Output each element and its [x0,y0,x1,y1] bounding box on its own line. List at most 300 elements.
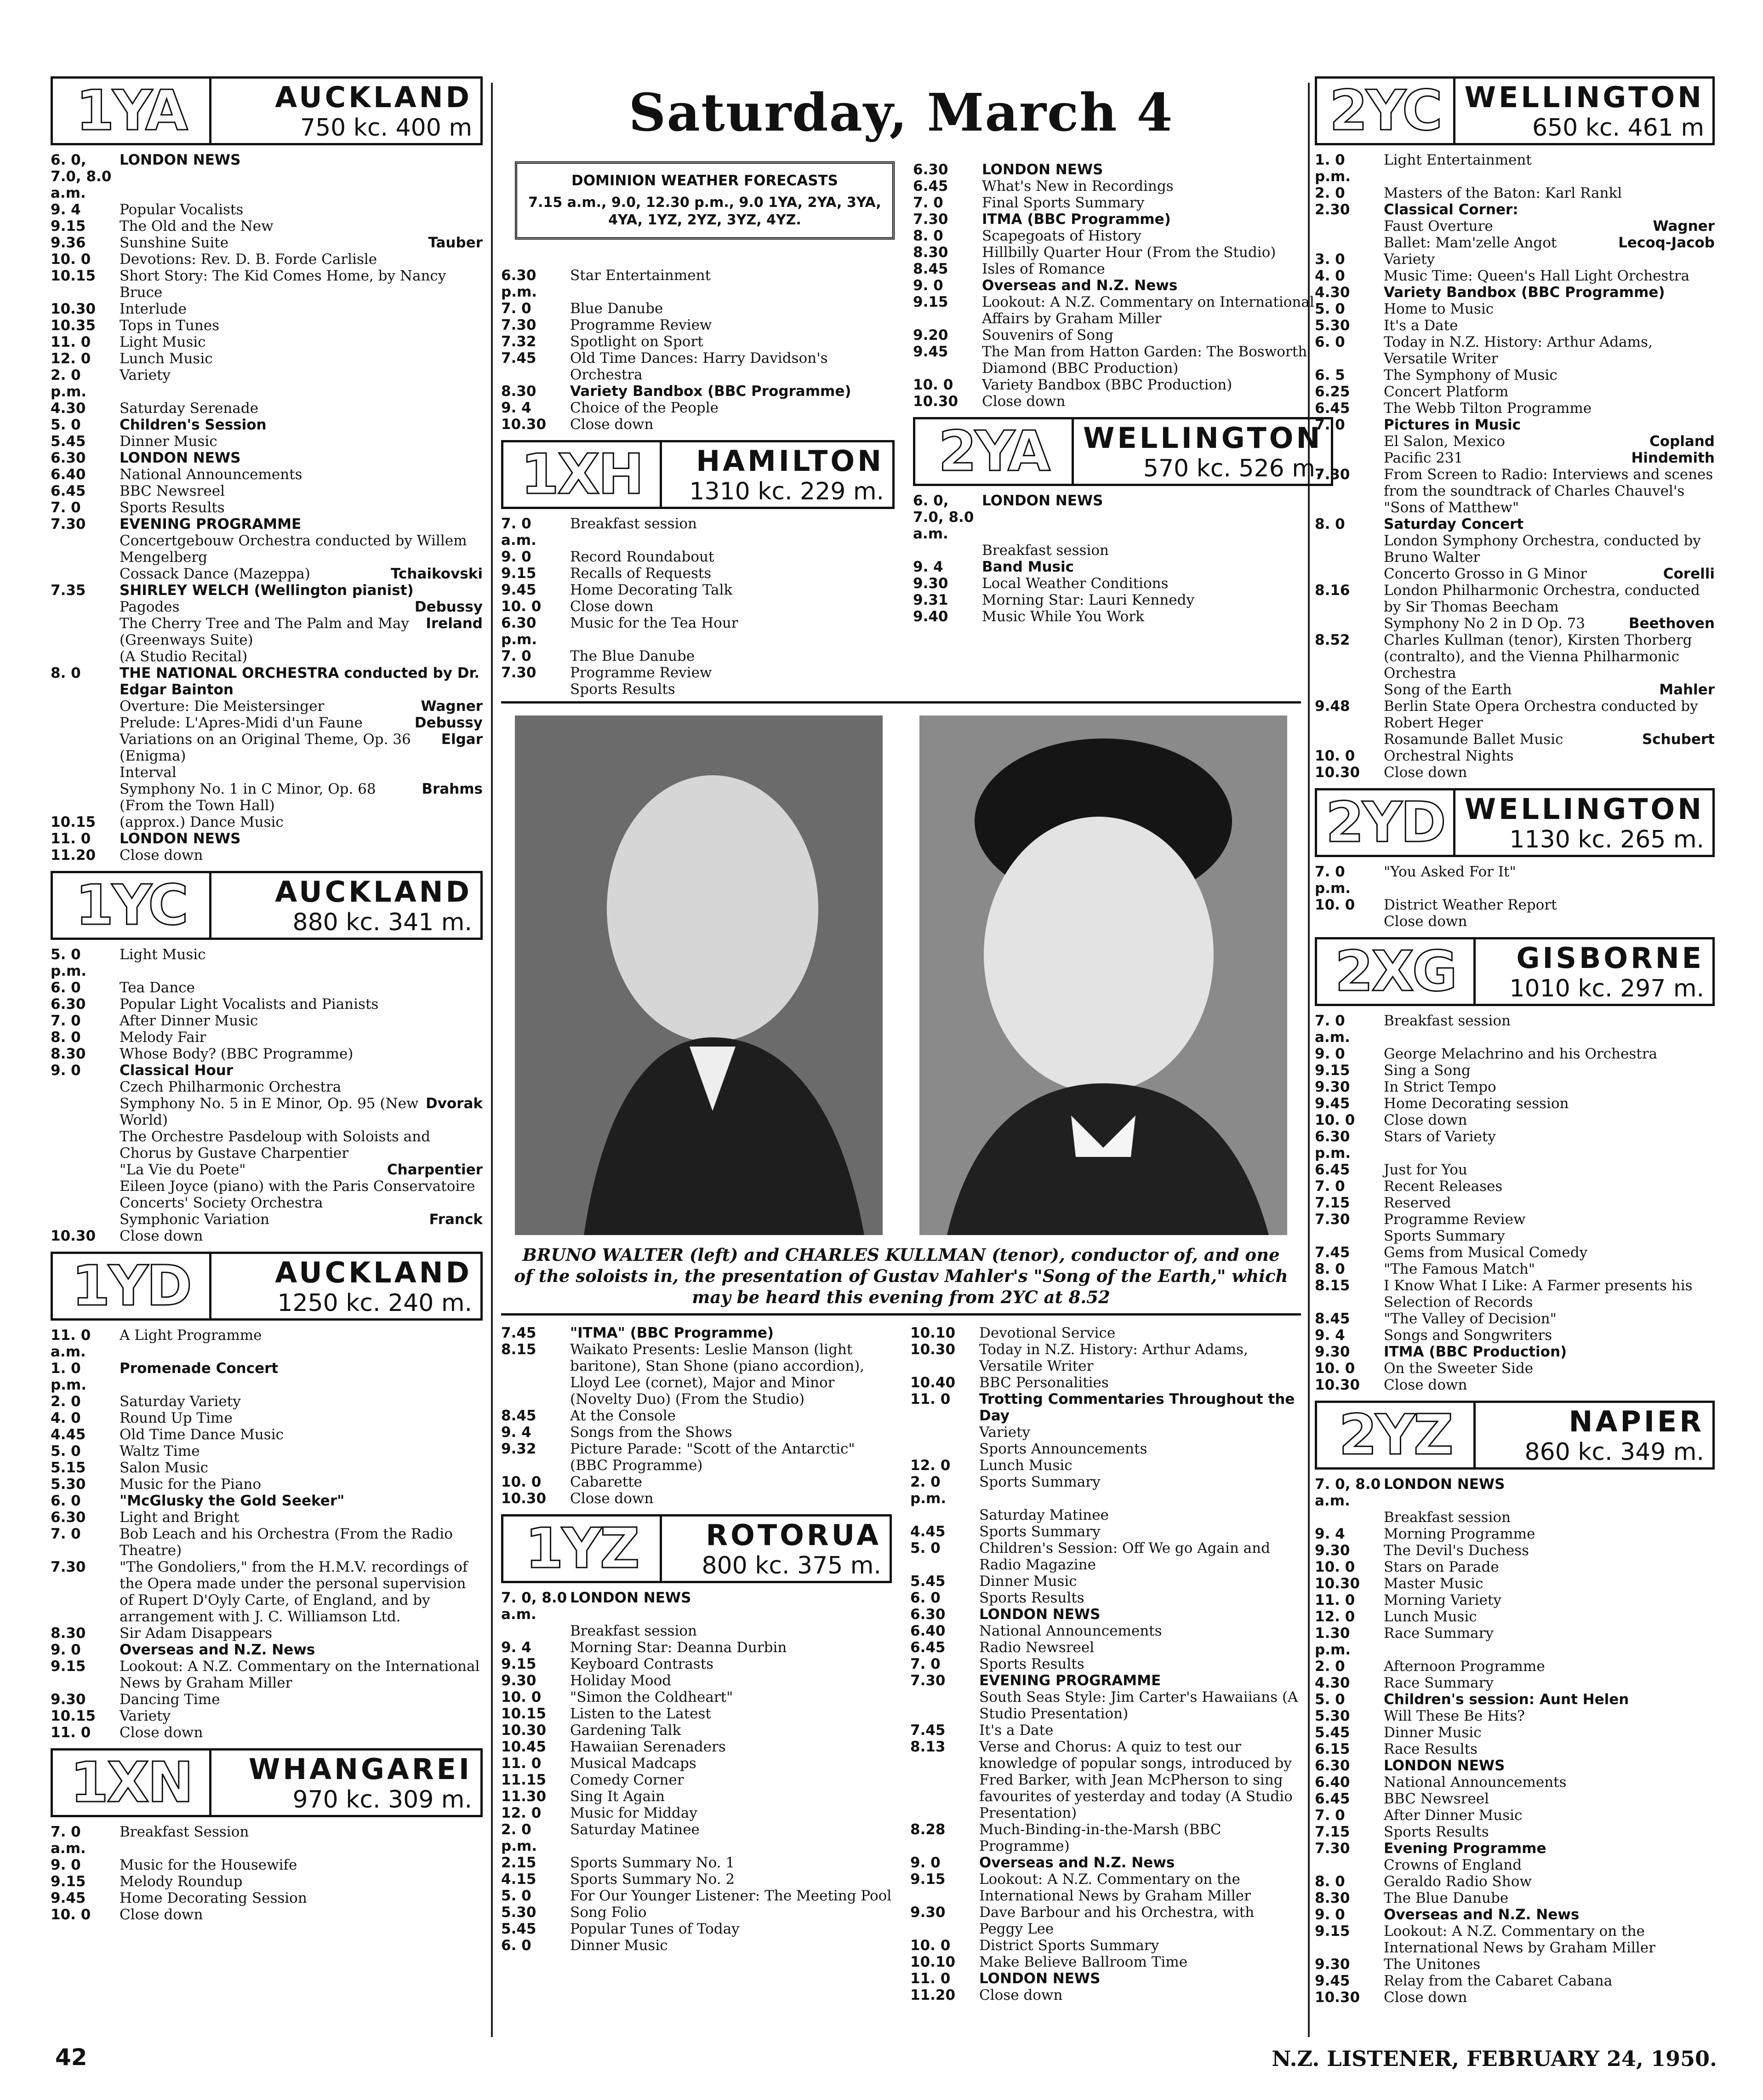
schedule-row [501,1772,892,1788]
programme-title: The Old and the New [120,218,274,235]
programme-title: Close down [570,598,654,615]
programme-title: Final Sports Summary [982,195,1145,211]
programme-time [1315,913,1384,930]
programme-title: A Light Programme [120,1327,262,1344]
programme-title: Sing a Song [1384,1062,1471,1079]
composer-name: Elgar [441,731,483,748]
programme-title: Popular Vocalists [120,201,244,218]
programme-title: Lookout: A N.Z. Commentary on the International News by Graham Miller [979,1871,1251,1904]
programme-time: 10. 0 [51,251,91,268]
schedule-2ya [913,492,1333,625]
station-header-1xh [501,440,895,509]
programme-time: 8.30 [501,383,536,400]
programme-title: Close down [1384,1989,1467,2006]
schedule-row [913,161,1333,178]
programme-title: Old Time Dance Music [120,1426,284,1443]
schedule-row [910,1739,1301,1821]
programme-time: 7.30 [913,211,948,228]
programme-time: 10.30 [501,1490,547,1507]
programme-title: Dinner Music [1384,1724,1482,1741]
programme-title: Berlin State Opera Orchestra conducted by Robert Heger [1384,698,1698,731]
schedule-row [913,542,1333,559]
programme-title: Music for Midday [570,1805,697,1821]
schedule-row [1315,1327,1715,1344]
schedule-row [51,218,483,235]
column-right [1315,69,1715,2006]
programme-title: Old Time Dances: Harry Davidson's Orchestra [570,350,828,383]
programme-time: 8.45 [501,1408,536,1424]
schedule-row [501,317,895,333]
programme-title: Home Decorating session [1384,1095,1569,1112]
programme-time: 12. 0 [910,1457,951,1474]
schedule-row [51,400,483,417]
schedule-row [501,1490,892,1507]
programme-title: Overseas and N.Z. News [982,277,1178,294]
programme-time: 10.30 [51,301,96,317]
programme-title: (From the Town Hall) [120,797,275,814]
programme-time: 9.20 [913,327,948,343]
programme-time: 7. 0 [501,648,531,664]
programme-time: 9. 4 [1315,1327,1345,1344]
station-call-sign: 1YZ [503,1516,662,1581]
programme-title: The Blue Danube [1384,1890,1509,1906]
programme-title: Programme Review [570,317,712,333]
station-header-1yc [51,871,483,940]
station-call-sign: 2YZ [1317,1403,1476,1467]
programme-time: 10.10 [910,1954,956,1970]
programme-title: Dinner Music [570,1937,668,1954]
programme-time: 8. 0 [51,1029,81,1046]
programme-title: Isles of Romance [982,261,1105,277]
programme-title: LONDON NEWS [982,492,1103,509]
programme-time: 7. 0 [913,195,943,211]
programme-title: Light Entertainment [1384,152,1532,168]
schedule-row [1315,731,1715,748]
schedule-row [910,1474,1301,1507]
programme-time: 11. 0 [51,830,91,847]
schedule-row [501,1689,892,1705]
programme-time: 11. 0 [910,1391,951,1408]
schedule-row [51,996,483,1013]
programme-time: 7.15 [1315,1824,1350,1840]
programme-title: Dinner Music [120,433,217,450]
programme-time: 9. 0 [501,549,531,565]
composer-name: Beethoven [1628,615,1715,632]
programme-time: 5.45 [501,1921,536,1937]
programme-time: 6.30 [51,996,86,1013]
programme-time: 7.35 [51,582,86,599]
programme-title: Variety Bandbox (BBC Programme) [570,383,851,400]
programme-title: Sunshine Suite [120,235,229,251]
programme-title: Variety [1384,251,1435,268]
schedule-row [1315,1476,1715,1509]
schedule-row [910,1623,1301,1639]
composer-name: Charpentier [387,1162,483,1178]
schedule-row [1315,632,1715,681]
programme-time: 4.45 [51,1426,86,1443]
programme-title: London Symphony Orchestra, conducted by Bruno Walter [1384,532,1701,566]
programme-time: 10.30 [1315,1575,1360,1592]
schedule-row [1315,1344,1715,1360]
programme-title: Hawaiian Serenaders [570,1739,726,1755]
programme-time [913,542,982,559]
programme-time: 7. 0 [1315,1807,1345,1824]
programme-time [910,1441,979,1457]
programme-title: Lunch Music [979,1457,1073,1474]
programme-title: Local Weather Conditions [982,575,1169,592]
schedule-1xn [51,1824,483,1923]
schedule-row [51,1327,483,1360]
programme-title: LONDON NEWS [120,830,241,847]
schedule-row [910,1457,1301,1474]
photo-caption: BRUNO WALTER (left) and CHARLES KULLMAN (tenor), conductor of, and one of the soloists in, the presentation of Gustav Mahler's "Song of the Earth," which may be heard this evening from 2YC at 8.52 [514,1245,1288,1307]
programme-time: 9. 0 [51,1642,81,1658]
station-frequency: 860 kc. 349 m. [1524,1438,1704,1466]
composer-name: Tchaikovski [390,566,483,582]
programme-title: Lunch Music [1384,1608,1477,1625]
programme-time [51,1079,120,1095]
programme-title: Breakfast session [570,1623,697,1639]
programme-time: 9.36 [51,235,86,251]
programme-time: 7.30 [1315,466,1350,483]
programme-title: Faust Overture [1384,218,1493,235]
schedule-row [910,1656,1301,1672]
programme-time: 5.30 [1315,1708,1350,1724]
schedule-row [913,195,1333,211]
programme-title: Close down [120,1906,203,1923]
programme-time: 12. 0 [51,350,91,367]
programme-time [51,1211,120,1228]
schedule-row [910,1540,1301,1573]
programme-time: 9. 4 [1315,1526,1345,1542]
programme-time: 9. 0 [1315,1046,1345,1062]
schedule-row [1315,1178,1715,1195]
programme-title: Stars on Parade [1384,1559,1499,1575]
programme-title: Picture Parade: "Scott of the Antarctic" (BBC Programme) [570,1441,855,1474]
programme-title: Lookout: A N.Z. Commentary on the International News by Graham Miller [1384,1923,1655,1956]
schedule-row [51,152,483,201]
schedule-row [1315,1973,1715,1989]
station-header-2ya [913,417,1333,486]
programme-time: 10. 0 [501,1474,542,1490]
schedule-row [51,235,483,251]
schedule-row [910,1722,1301,1739]
schedule-1yz [501,1590,892,1954]
programme-title: Round Up Time [120,1410,233,1426]
schedule-row [1315,218,1715,235]
programme-time: 2.15 [501,1854,536,1871]
schedule-row [1315,1509,1715,1526]
schedule-row [501,1474,892,1490]
programme-title: Salon Music [120,1459,209,1476]
programme-time: 7. 0 p.m. [1315,864,1351,897]
programme-time: 8. 0 [1315,1261,1345,1277]
programme-time: 7. 0 [501,300,531,317]
programme-time: 8.15 [501,1341,536,1358]
schedule-row [501,664,895,681]
schedule-row [51,1857,483,1873]
programme-title: Tops in Tunes [120,317,220,334]
programme-time: 6. 0 [51,1493,81,1509]
programme-time: 1. 0 p.m. [1315,152,1351,185]
programme-time: 8.13 [910,1739,946,1755]
programme-title: Sports Summary [979,1474,1101,1490]
station-header-2yd [1315,788,1715,857]
schedule-row [913,261,1333,277]
programme-title: Relay from the Cabaret Cabana [1384,1973,1613,1989]
programme-time: 9.15 [501,565,536,582]
schedule-row [913,592,1333,608]
programme-title: Popular Tunes of Today [570,1921,740,1937]
programme-title: The Man from Hatton Garden: The Bosworth Diamond (BBC Production) [982,343,1307,377]
station-city: AUCKLAND [275,1255,472,1289]
programme-time: 9.45 [501,582,536,598]
schedule-continued-1xh-evening [501,1325,892,1507]
programme-title: Will These Be Hits? [1384,1708,1525,1724]
programme-title: National Announcements [1384,1774,1567,1791]
schedule-row [1315,383,1715,400]
station-city: GISBORNE [1516,941,1704,975]
programme-title: Saturday Variety [120,1393,241,1410]
programme-time: 7.30 [51,1559,86,1575]
programme-time [51,599,120,615]
station-city: AUCKLAND [275,875,472,909]
programme-time: 7.45 [910,1722,946,1739]
programme-title: Just for You [1384,1162,1467,1178]
programme-title: Variety [120,367,171,383]
programme-time [51,532,120,566]
schedule-row [1315,417,1715,433]
programme-time: 4.15 [501,1871,536,1888]
programme-time: 5. 0 [910,1540,941,1556]
programme-title: Saturday Concert [1384,516,1524,532]
schedule-row [51,1426,483,1443]
schedule-row [910,1954,1301,1970]
programme-title: (approx.) Dance Music [120,814,284,830]
schedule-row [51,466,483,483]
programme-time: 10. 0 [1315,1559,1355,1575]
schedule-row [913,228,1333,244]
photo-pair [515,715,1287,1235]
schedule-row [51,367,483,400]
schedule-row [501,400,895,416]
programme-time: 10. 0 [51,1906,91,1923]
programme-title: Sports Results [120,499,225,516]
composer-name: Schubert [1642,731,1715,748]
schedule-row [51,1559,483,1625]
schedule-row [1315,1079,1715,1095]
programme-title: Holiday Mood [570,1672,672,1689]
programme-title: Masters of the Baton: Karl Rankl [1384,185,1622,201]
schedule-row [501,1623,892,1639]
schedule-row [1315,897,1715,913]
schedule-row [501,1788,892,1805]
programme-time: 9.15 [501,1656,536,1672]
schedule-row [910,1424,1301,1441]
programme-title: Keyboard Contrasts [570,1656,714,1672]
programme-time: 8.30 [51,1046,86,1062]
programme-time: 7.30 [1315,1840,1350,1857]
schedule-row [51,1526,483,1559]
programme-time: 9.15 [1315,1062,1350,1079]
programme-time: 4. 0 [51,1410,81,1426]
programme-time: 9.15 [51,218,86,235]
programme-time: 6.30 [910,1606,946,1623]
programme-title: Variety [120,1708,171,1724]
station-header-1ya [51,76,483,145]
schedule-row [910,1441,1301,1457]
programme-title: (A Studio Recital) [120,648,248,665]
programme-time: 8.30 [913,244,948,261]
schedule-2yc [1315,152,1715,781]
programme-title: Prelude: L'Apres-Midi d'un Faune [120,715,363,731]
programme-time [1315,218,1384,235]
schedule-row [1315,1807,1715,1824]
composer-name: Wagner [1653,218,1715,235]
programme-title: Trotting Commentaries Throughout the Day [979,1391,1295,1424]
schedule-row [1315,748,1715,764]
programme-title: In Strict Tempo [1384,1079,1496,1095]
schedule-row [51,516,483,532]
schedule-row [1315,201,1715,218]
programme-time: 6. 0, 7.0, 8.0 a.m. [51,152,112,201]
programme-title: Music Time: Queen's Hall Light Orchestra [1384,268,1690,284]
programme-title: Saturday Serenade [120,400,259,417]
programme-title: Waikato Presents: Leslie Manson (light baritone), Stan Shone (piano accordion), Lloyd Lee (cornet), Major and Minor (Novelty Duo) (From the Studio) [570,1341,865,1408]
schedule-row [913,294,1333,327]
programme-title: The Blue Danube [570,648,695,664]
programme-title: The Cherry Tree and The Palm and May (Greenways Suite) [120,615,409,648]
programme-title: Close down [120,1724,203,1741]
schedule-row [910,1391,1301,1424]
programme-time: 9.30 [1315,1956,1350,1973]
programme-title: National Announcements [979,1623,1162,1639]
schedule-row [913,277,1333,294]
programme-title: Symphony No. 1 in C Minor, Op. 68 [120,781,376,797]
programme-time [51,1162,120,1178]
programme-time: 9. 4 [913,559,943,575]
programme-time: 5.30 [1315,317,1350,334]
programme-title: "Simon the Coldheart" [570,1689,733,1705]
programme-title: LONDON NEWS [570,1590,691,1606]
programme-time: 7.30 [910,1672,946,1689]
programme-title: Lookout: A N.Z. Commentary on the International News by Graham Miller [120,1658,480,1691]
programme-time: 7. 0, 8.0 a.m. [501,1590,567,1623]
programme-time: 9. 4 [501,1424,531,1441]
programme-time [1315,1857,1384,1873]
programme-title: Star Entertainment [570,267,711,284]
programme-time: 8. 0 [1315,1873,1345,1890]
schedule-row [51,1824,483,1857]
programme-time [910,1507,979,1523]
schedule-row [1315,1741,1715,1757]
programme-time: 9. 0 [913,277,943,294]
programme-title: Concert Platform [1384,383,1509,400]
schedule-row [501,1854,892,1871]
programme-title: Song of the Earth [1384,681,1512,698]
station-call-sign: 2YD [1317,790,1455,855]
weather-forecast-box [515,161,895,240]
schedule-row [1315,334,1715,367]
programme-title: Stars of Variety [1384,1128,1496,1145]
programme-title: What's New in Recordings [982,178,1174,195]
programme-time: 8.28 [910,1821,946,1838]
schedule-row [913,492,1333,542]
programme-title: Light Music [120,946,206,963]
station-call-sign: 1XN [53,1751,211,1815]
programme-time: 8.16 [1315,582,1350,599]
programme-title: Listen to the Latest [570,1705,711,1722]
schedule-row [51,1476,483,1493]
schedule-row [1315,566,1715,582]
schedule-row [501,1341,892,1408]
schedule-row [51,1443,483,1459]
programme-time: 2. 0 [51,1393,81,1410]
programme-time: 11. 0 [51,334,91,350]
programme-title: Concerto Grosso in G Minor [1384,566,1587,582]
programme-time: 10.15 [51,1708,96,1724]
schedule-row [501,549,895,565]
programme-time: 6.30 p.m. [501,615,537,648]
programme-title: George Melachrino and his Orchestra [1384,1046,1658,1062]
programme-title: Close down [570,1490,654,1507]
programme-title: Crowns of England [1384,1857,1522,1873]
programme-time: 7. 0 [910,1656,941,1672]
schedule-row [501,1325,892,1341]
programme-title: It's a Date [1384,317,1458,334]
programme-time: 8.30 [51,1625,86,1642]
schedule-row [1315,251,1715,268]
programme-time: 9. 0 [1315,1906,1345,1923]
programme-title: Lunch Music [120,350,213,367]
programme-time: 11. 0 [1315,1592,1355,1608]
programme-time: 5.30 [51,1476,86,1493]
programme-title: Breakfast session [570,515,697,532]
programme-title: Interval [120,764,177,781]
schedule-row [1315,1708,1715,1724]
programme-time: 9.30 [913,575,948,592]
schedule-row [1315,284,1715,301]
schedule-row [51,1095,483,1128]
schedule-row [51,566,483,582]
programme-time [501,1623,570,1639]
station-call-sign: 2YC [1317,79,1455,143]
programme-title: On the Sweeter Side [1384,1360,1534,1377]
programme-title: Close down [1384,764,1467,781]
schedule-continued-evening [501,267,895,433]
schedule-row [1315,433,1715,450]
schedule-row [910,1573,1301,1590]
programme-time [51,731,120,764]
schedule-row [1315,1559,1715,1575]
schedule-row [1315,1840,1715,1857]
programme-title: The Orchestre Pasdeloup with Soloists and Chorus by Gustave Charpentier [120,1128,430,1162]
schedule-row [501,383,895,400]
programme-title: EVENING PROGRAMME [120,516,302,532]
programme-title: Sports Summary No. 2 [570,1871,735,1888]
programme-title: Short Story: The Kid Comes Home, by Nancy Bruce [120,268,446,301]
schedule-row [1315,1923,1715,1956]
programme-title: Overseas and N.Z. News [1384,1906,1580,1923]
programme-time: 6.40 [910,1623,946,1639]
programme-time: 8. 0 [913,228,943,244]
programme-title: Children's Session: Off We go Again and Radio Magazine [979,1540,1270,1573]
schedule-row [501,416,895,433]
programme-title: ITMA (BBC Production) [1384,1344,1567,1360]
schedule-row [51,1410,483,1426]
programme-time: 7. 0 [1315,1178,1345,1195]
programme-title: Blue Danube [570,300,663,317]
